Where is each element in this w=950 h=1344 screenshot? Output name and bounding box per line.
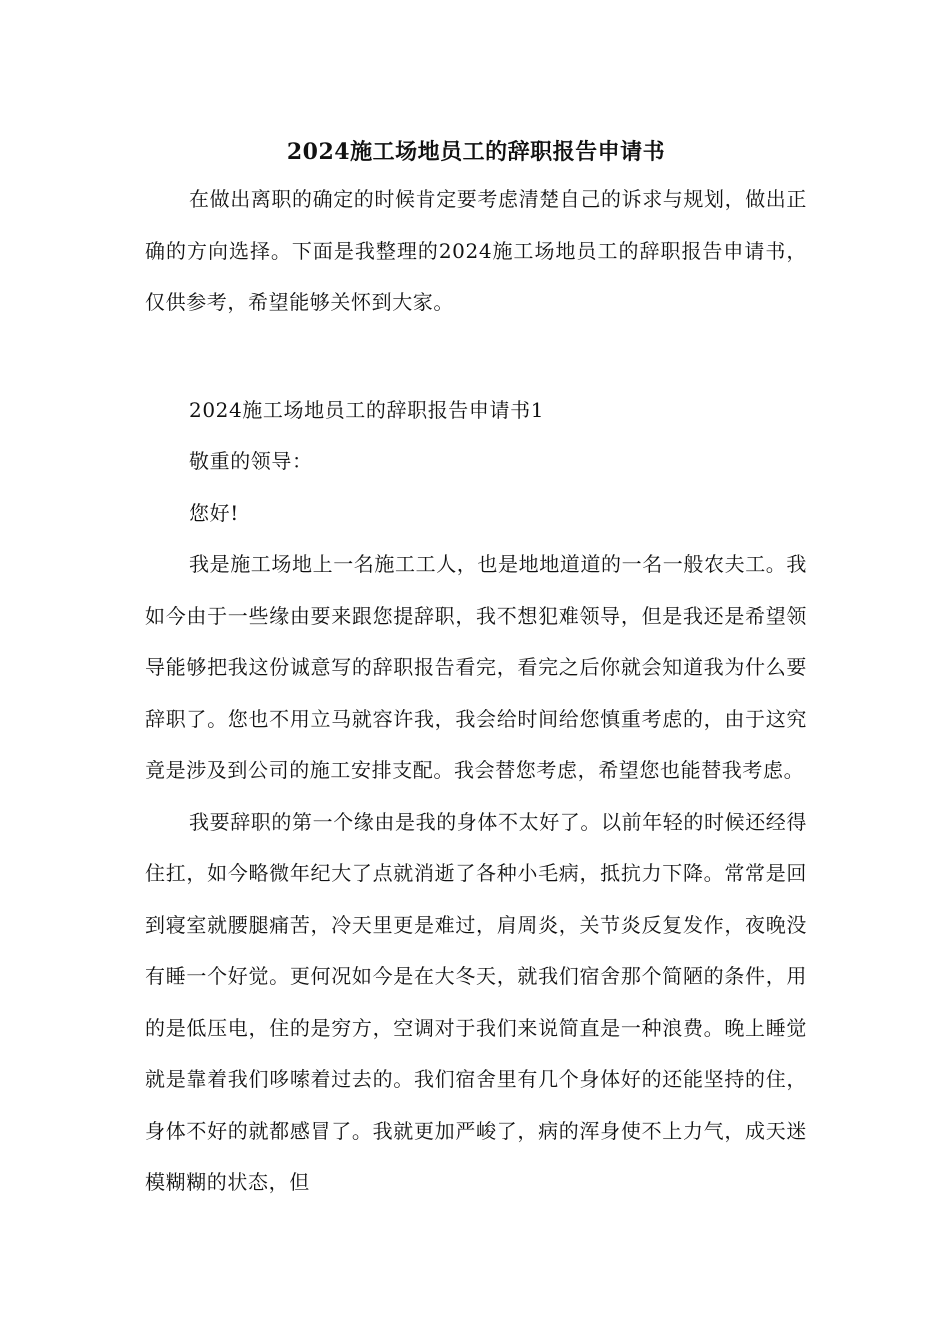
document-page [145, 130, 807, 1209]
body-paragraph: 我是施工场地上一名施工工人，也是地地道道的一名一般农夫工。我如今由于一些缘由要来跟您提辞职，我不想犯难领导，但是我还是希望领导能够把我这份诚意写的辞职报告看完，看完之后你就会知道我为什么要辞职了。您也不用立马就容许我，我会给时间给您慎重考虑的，由于这究竟是涉及到公司的施工安排支配。我会替您考虑，希望您也能替我考虑。 [145, 552, 807, 782]
document-title: 2024施工场地员工的辞职报告申请书 [286, 139, 666, 165]
body-paragraph: 我要辞职的第一个缘由是我的身体不太好了。以前年轻的时候还经得住扛，如今略微年纪大了点就消逝了各种小毛病，抵抗力下降。常常是回到寝室就腰腿痛苦，冷天里更是难过，肩周炎，关节炎反复发作，夜晚没有睡一个好觉。更何况如今是在大冬天，就我们宿舍那个简陋的条件，用的是低压电，住的是穷方，空调对于我们来说简直是一种浪费。晚上睡觉就是靠着我们哆嗦着过去的。我们宿舍里有几个身体好的还能坚持的住，身体不好的就都感冒了。我就更加严峻了，病的浑身使不上力气，成天迷模糊糊的状态，但 [145, 809, 807, 1194]
section-spacer [145, 329, 807, 385]
greeting: 您好! [189, 500, 239, 525]
section-heading: 2024施工场地员工的辞职报告申请书1 [189, 397, 545, 422]
intro-paragraph: 在做出离职的确定的时候肯定要考虑清楚自己的诉求与规划，做出正确的方向选择。下面是我整理的2024施工场地员工的辞职报告申请书，仅供参考，希望能够关怀到大家。 [145, 187, 807, 314]
salutation: 敬重的领导： [189, 449, 313, 473]
